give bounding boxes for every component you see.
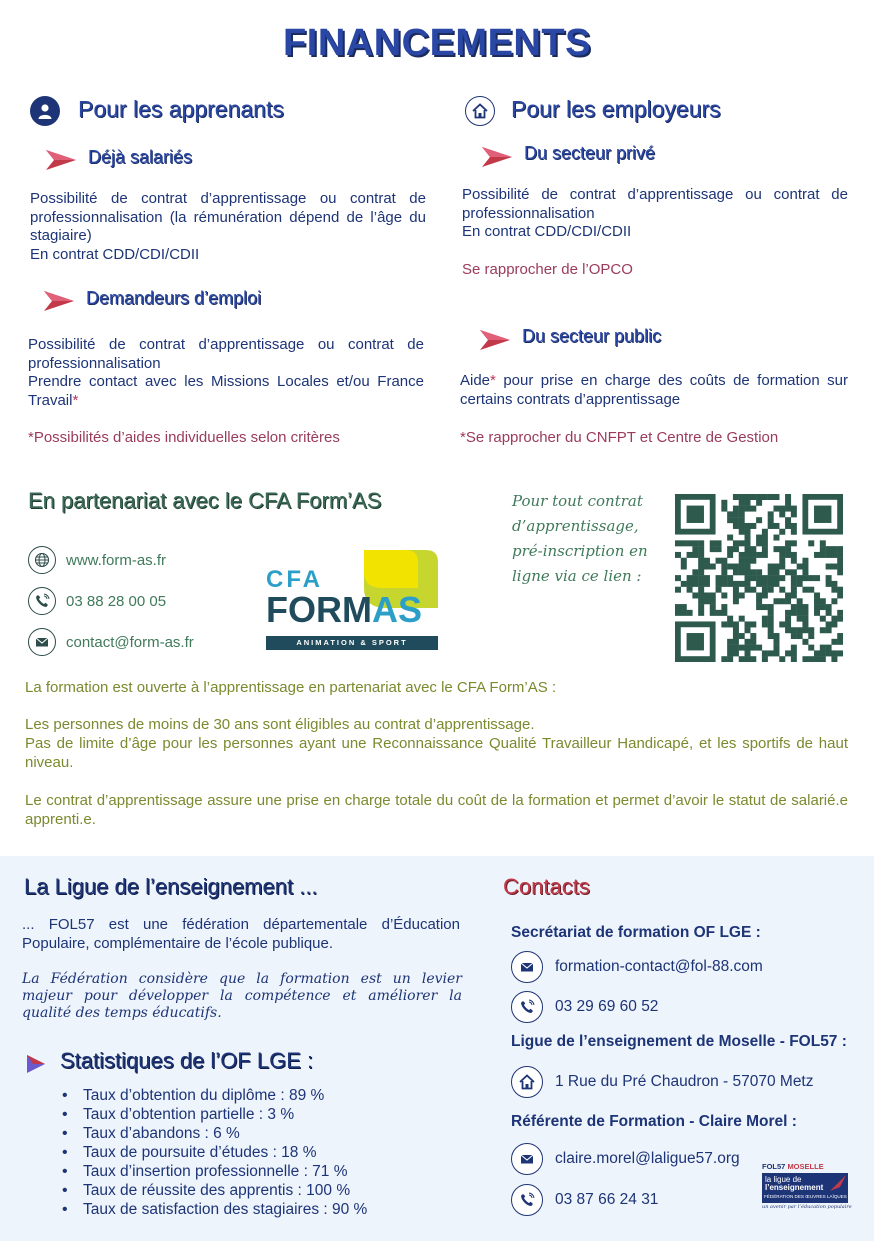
demandeurs-heading: Demandeurs d’emploi — [86, 288, 262, 308]
list-item: • Taux de satisfaction des stagiaires : 90 % — [58, 1200, 367, 1219]
stats-heading: Statistiques de l’OF LGE : — [60, 1048, 314, 1073]
home-icon — [511, 1066, 543, 1098]
arrow-right-icon — [480, 145, 514, 174]
formas-text: FORMAS — [266, 589, 422, 630]
phone-icon — [28, 587, 56, 615]
website-link[interactable]: www.form-as.fr — [66, 551, 167, 569]
mail-icon — [511, 1143, 543, 1175]
person-icon — [30, 96, 60, 126]
partenariat-p3: Pas de limite d’âge pour les personnes ayant une Reconnaissance Qualité Travailleur Handicapé, et les sportifs de haut niveau. — [25, 735, 848, 771]
referente-label: Référente de Formation - Claire Morel : — [511, 1113, 797, 1130]
salaries-text: Possibilité de contrat d’apprentissage ou contrat de professionnalisation (la rémunération dépend de l’âge du stagiaire) En contrat CDD/CDI/CDII — [30, 190, 426, 263]
arrow-right-icon — [44, 148, 78, 177]
list-item: • Taux de poursuite d’études : 18 % — [58, 1143, 367, 1162]
employeurs-heading: Pour les employeurs — [511, 96, 721, 122]
page-title: FINANCEMENTS — [283, 22, 591, 64]
qr-note: Pour tout contrat d’apprentissage, pré-inscription en ligne via ce lien : — [512, 492, 648, 585]
list-item: • Taux d’obtention du diplôme : 89 % — [58, 1086, 367, 1105]
secretariat-phone-row[interactable] — [511, 991, 658, 1023]
ligue-address-row — [511, 1066, 814, 1098]
secretariat-email-row[interactable] — [511, 951, 763, 983]
partenariat-heading: En partenariat avec le CFA Form’AS — [28, 488, 382, 513]
referente-email-row[interactable] — [511, 1143, 740, 1175]
fol57-banner: la ligue de l’enseignement FÉDÉRATION DES ŒUVRES LAÏQUES — [762, 1173, 848, 1203]
partenariat-p2: Les personnes de moins de 30 ans sont éligibles au contrat d’apprentissage. — [25, 716, 535, 733]
cfa-text: CFA — [266, 566, 323, 593]
referente-email[interactable]: claire.morel@laligue57.org — [555, 1150, 740, 1167]
globe-icon — [28, 546, 56, 574]
website-row[interactable] — [28, 546, 166, 574]
prive-note: Se rapprocher de l’OPCO — [462, 261, 633, 278]
ligue-p1: ... FOL57 est une fédération départementale d’Éducation Populaire, complémentaire de l’école publique. — [22, 916, 460, 952]
prive-text: Possibilité de contrat d’apprentissage ou contrat de professionnalisation En contrat CDD/CDI/CDII — [462, 186, 848, 240]
email-row[interactable] — [28, 628, 194, 656]
ligue-heading: La Ligue de l’enseignement ... — [24, 874, 318, 899]
phone-number[interactable]: 03 88 28 00 05 — [66, 592, 167, 610]
phone-icon — [511, 1184, 543, 1216]
mail-icon — [511, 951, 543, 983]
cfa-formas-logo — [264, 548, 440, 652]
formas-tagline: ANIMATION & SPORT — [266, 636, 438, 650]
referente-phone-row[interactable] — [511, 1184, 658, 1216]
prive-heading: Du secteur privé — [524, 143, 656, 163]
stats-list — [58, 1086, 367, 1219]
list-item: • Taux de réussite des apprentis : 100 % — [58, 1181, 367, 1200]
list-item: • Taux d’abandons : 6 % — [58, 1124, 367, 1143]
contacts-heading: Contacts — [503, 874, 590, 899]
flag-icon — [826, 1173, 848, 1193]
phone-row[interactable] — [28, 587, 166, 615]
home-icon — [465, 96, 495, 126]
list-item: • Taux d’insertion professionnelle : 71 % — [58, 1162, 367, 1181]
qr-code[interactable] — [675, 494, 843, 667]
arrow-right-icon — [478, 328, 512, 357]
demandeurs-note: *Possibilités d’aides individuelles selon critères — [28, 429, 340, 446]
public-heading: Du secteur public — [522, 326, 662, 346]
partenariat-p1: La formation est ouverte à l’apprentissage en partenariat avec le CFA Form’AS : — [25, 679, 557, 696]
secretariat-label: Secrétariat de formation OF LGE : — [511, 924, 761, 941]
referente-phone[interactable]: 03 87 66 24 31 — [555, 1191, 659, 1208]
arrow-right-icon — [42, 289, 76, 318]
ligue-p2: La Fédération considère que la formation est un levier majeur pour développer la compétence et améliorer la qualité des temps éducatifs. — [22, 971, 462, 1021]
email-link[interactable]: contact@form-as.fr — [66, 633, 194, 651]
triangle-icon — [24, 1052, 48, 1081]
ligue-label: Ligue de l’enseignement de Moselle - FOL57 : — [511, 1033, 847, 1050]
public-note: *Se rapprocher du CNFPT et Centre de Gestion — [460, 429, 779, 446]
mail-icon — [28, 628, 56, 656]
list-item: • Taux d’obtention partielle : 3 % — [58, 1105, 367, 1124]
salaries-heading: Déjà salariés — [88, 147, 193, 167]
demandeurs-text: Possibilité de contrat d’apprentissage ou contrat de professionnalisation Prendre contact avec les Missions Locales et/ou France Travail* — [28, 336, 424, 409]
partenariat-p4: Le contrat d’apprentissage assure une prise en charge totale du coût de la formation et permet d’avoir le statut de salarié.e apprenti.e. — [25, 792, 848, 828]
apprenants-heading: Pour les apprenants — [78, 96, 284, 122]
phone-icon — [511, 991, 543, 1023]
secretariat-phone[interactable]: 03 29 69 60 52 — [555, 998, 659, 1015]
secretariat-email[interactable]: formation-contact@fol-88.com — [555, 958, 763, 975]
fol57-top: FOL57 MOSELLE — [762, 1162, 824, 1171]
public-text: Aide* pour prise en charge des coûts de formation sur certains contrats d’apprentissage — [460, 372, 848, 408]
fol57-logo: FOL57 MOSELLE la ligue de l’enseignement FÉDÉRATION DES ŒUVRES LAÏQUES un avenir par l’éducation populaire — [762, 1162, 852, 1210]
ligue-address: 1 Rue du Pré Chaudron - 57070 Metz — [555, 1073, 814, 1090]
